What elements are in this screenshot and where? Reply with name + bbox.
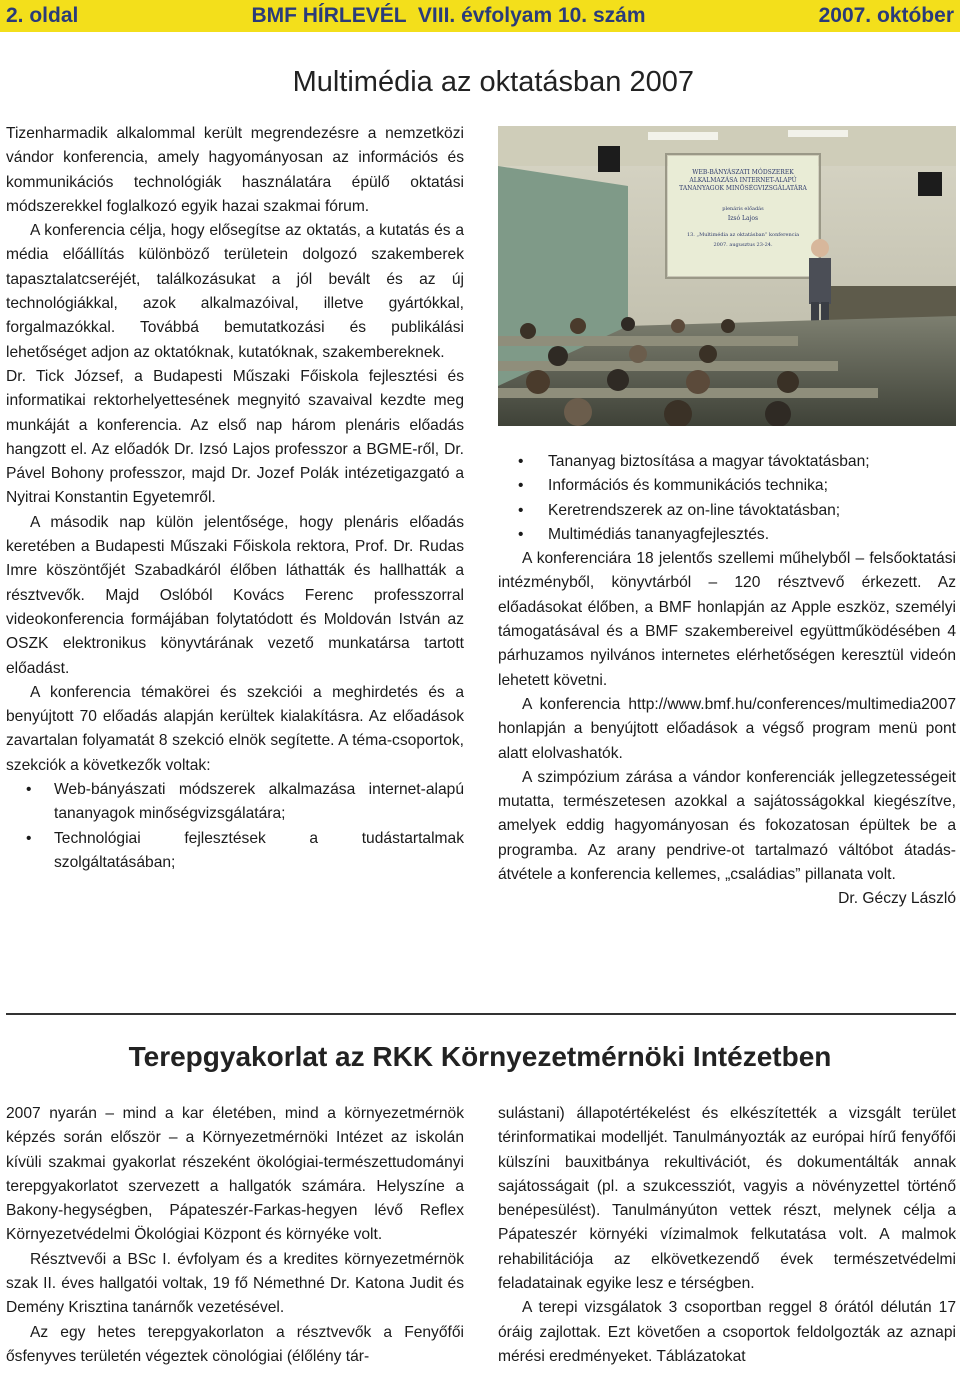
issue-date: 2007. október bbox=[818, 4, 954, 27]
article1-paragraph: A konferencia témakörei és szekciói a meghirdetés és a benyújtott 70 előadás alapján kerültek kialakításra. Az előadások zavartalan folyamatát 8 szekció elnök segítette. A téma-csoportok, szekciók a következők voltak: bbox=[6, 683, 464, 774]
page-number: 2. oldal bbox=[6, 4, 79, 27]
slide-text-line: ALKALMAZÁSA INTERNET-ALAPÚ bbox=[689, 177, 797, 184]
topic-list-item: • Információs és kommunikációs technika; bbox=[498, 474, 956, 498]
article1-paragraph: Tizenharmadik alkalommal került megrendezésre a nemzetközi vándor konferencia, amely hagyományosan az információs és kommunikációs technológiák használatára épülő oktatási módszerekkel foglalkozó egyik hazai szakmai fórum. bbox=[6, 125, 464, 215]
article1-right-column bbox=[498, 450, 956, 912]
article1-author: Dr. Géczy László bbox=[838, 890, 956, 908]
article1-title: Multimédia az oktatásban 2007 bbox=[292, 66, 694, 98]
topic-list-item: • Tananyag biztosítása a magyar távoktatásban; bbox=[498, 450, 956, 474]
topic-list-item: • Keretrendszerek az on-line távoktatásban; bbox=[498, 499, 956, 523]
article1-paragraph: A szimpózium zárása a vándor konferenciák jellegzetességeit mutatta, természetesen azokkal a sajátosságokkal kiegészítve, amelyek eddig hagyományosan és fokozatosan épültek be a programba. Az arany pendrive-ot tartalmazó váltóbot átadás-átvétele a konferencia kellemes, „családias” pillanata volt. bbox=[498, 768, 956, 884]
article1-left-column bbox=[6, 122, 464, 875]
article2-left-column bbox=[6, 1102, 464, 1369]
slide-text-line: 2007. augusztus 23-24. bbox=[713, 242, 773, 248]
article1-paragraph: A második nap külön jelentősége, hogy plenáris előadás keretében a Budapesti Műszaki Főiskola rektora, Prof. Dr. Rudas Imre köszöntőjét Szabadkáról élőben láthatták és hallhatták a résztvevők. Majd Oslóból Kovács Ferenc professzorral videokonferencia formájában folytatódott és Moldován István az OSZK elektronikus könyvtárának vezető munkatársa tartott előadást. bbox=[6, 513, 464, 677]
topic-list-item: • Multimédiás tananyagfejlesztés. bbox=[498, 523, 956, 547]
article1-paragraph: A konferenciára 18 jelentős szellemi műhelyből – felsőoktatási intézményből, könyvtárból – 120 résztvevő érkezett. Az előadásokat élőben, a BMF honlapján az Apple eszköz, személyi támogatásával és a BMF szakembereivel együttműködésében 4 párhuzamos nyilvános internetes elérhetőségen keresztül videón lehetett követni. bbox=[498, 550, 956, 689]
slide-text-line: Izsó Lajos bbox=[727, 215, 759, 222]
article2-paragraph: Az egy hetes terepgyakorlaton a résztvevők a Fenyőfői ősfenyves területén végeztek cönológiai (élőlény tár- bbox=[6, 1323, 464, 1365]
topic-list-right bbox=[498, 450, 956, 547]
slide-text-line: TANANYAGOK MINŐSÉGVIZSGÁLATÁRA bbox=[679, 185, 807, 192]
article1-paragraph: A konferencia célja, hogy elősegítse az oktatás, a kutatás és a média előállítás különböző területein dolgozó szakemberek tapasztalatcseréjét, találkozásukat a jól bevált és az új technológiákkal, azok alkalmazóival, illetve gyártókkal, forgalmazókkal. Továbbá bemutatkozási és publikálási lehetőséget adjon az oktatóknak, kutatóknak, szakembereknek. bbox=[6, 222, 464, 361]
topic-list-left bbox=[6, 778, 464, 875]
slide-text-line: plenáris előadás bbox=[722, 206, 764, 212]
article2-title: Terepgyakorlat az RKK Környezetmérnöki Intézetben bbox=[128, 1041, 832, 1072]
conference-photo bbox=[498, 126, 956, 426]
article1-paragraph: A konferencia http://www.bmf.hu/conferences/multimedia2007 honlapján a benyújtott előadások a végső program menü pont alatt elolvashatók. bbox=[498, 695, 956, 762]
article1-paragraph: Dr. Tick József, a Budapesti Műszaki Főiskola fejlesztési és informatikai rektorhelyettesének megnyitó szavaival kezdte meg munkáját a konferencia. Az első nap három plenáris előadás hangzott el. Az előadók Dr. Izsó Lajos professzor a BGME-ről, Dr. Pável Bohony professzor, majd Dr. Jozef Polák intézetigazgató a Nyitrai Konstantin Egyetemről. bbox=[6, 367, 464, 507]
article2-paragraph: 2007 nyarán – mind a kar életében, mind a környezetmérnök képzés során először – a Környezetmérnöki Intézet az iskolán kívüli szakmai gyakorlat részeként ökológiai-természettudományi terepgyakorlatot szervezett a hallgatók számára. Helyszíne a Bakony-hegységben, Pápateszér-Farkas-hegyen lévő Reflex Környezetvédelmi Ökológiai Központ és környéke volt. bbox=[6, 1105, 464, 1244]
slide-text-line: 13. „Multimédia az oktatásban” konferencia bbox=[686, 232, 800, 238]
conference-photo-illustration bbox=[498, 126, 956, 426]
topic-list-item: • Web-bányászati módszerek alkalmazása internet-alapú tananyagok minőségvizsgálatára; bbox=[6, 778, 464, 827]
publication-title: BMF HÍRLEVÉL VIII. évfolyam 10. szám bbox=[251, 4, 646, 27]
slide-text-line: WEB-BÁNYÁSZATI MÓDSZEREK bbox=[692, 169, 794, 176]
article2-paragraph: sulástani) állapotértékelést és elkészítették a vizsgált terület térinformatikai modelljét. Tanulmányozták az európai hírű fenyőfői külszíni bauxitbánya rekultivációt, és dokumentálták annak sajátosságait (pl. a szukcessziót, vagyis a növényzettel történő benépesülést). Tanulmányúton vettek részt, melynek célja a Pápateszér környéki vízimalmok felkutatása volt. A malmok rehabilitációja az elkövetkezendő évek természetvédelmi feladatainak egyike lesz e térségben. bbox=[498, 1105, 956, 1293]
article2-paragraph: A terepi vizsgálatok 3 csoportban reggel 8 órától délután 17 óráig zajlottak. Ezt követően a csoportok feldolgozták az aznapi mérési eredményeket. Táblázatokat bbox=[498, 1299, 956, 1365]
article2-right-column bbox=[498, 1102, 956, 1369]
page-header bbox=[0, 0, 960, 32]
topic-list-item: • Technológiai fejlesztések a tudástartalmak szolgáltatásában; bbox=[6, 827, 464, 876]
section-divider bbox=[6, 1013, 956, 1015]
article2-paragraph: Résztvevői a BSc I. évfolyam és a kredites környezetmérnök szak II. éves hallgatói voltak, 19 fő Némethné Dr. Katona Judit és Demény Krisztina tanárnők vezetésével. bbox=[6, 1250, 464, 1317]
article1-title-wrap bbox=[0, 66, 960, 99]
